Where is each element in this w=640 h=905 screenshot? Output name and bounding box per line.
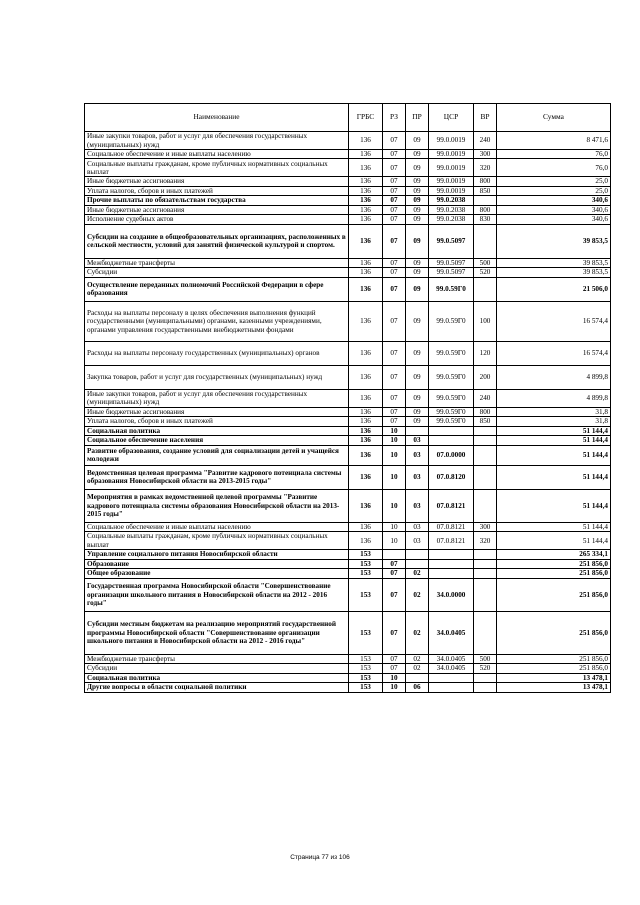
- cell-rz: 10: [383, 532, 406, 550]
- cell-csr: 99.0.2038: [429, 196, 474, 205]
- cell-rz: 07: [383, 150, 406, 159]
- cell-pr: 09: [406, 215, 429, 224]
- cell-csr: [429, 673, 474, 682]
- cell-rz: 10: [383, 445, 406, 465]
- cell-rz: 07: [383, 559, 406, 568]
- cell-vr: 240: [474, 132, 497, 150]
- table-row: [85, 532, 611, 550]
- cell-vr: [474, 196, 497, 205]
- cell-grbs: 136: [349, 465, 383, 489]
- cell-vr: [474, 445, 497, 465]
- cell-grbs: 153: [349, 559, 383, 568]
- cell-name: Развитие образования, создание условий для социализации детей и учащейся молодежи: [85, 445, 349, 465]
- table-row: [85, 465, 611, 489]
- cell-pr: 09: [406, 186, 429, 195]
- cell-name: Субсидии на создание в общеобразовательных организациях, расположенных в сельской местности, условий для занятий физической культурой и спортом.: [85, 224, 349, 258]
- table-row: [85, 611, 611, 654]
- cell-pr: 03: [406, 436, 429, 445]
- cell-sum: 8 471,6: [497, 132, 611, 150]
- cell-name: Расходы на выплаты персоналу в целях обеспечения выполнения функций государственными (муниципальными) органами, казенными учреждениями, органами управления государственными внебюджетными фондами: [85, 301, 349, 341]
- cell-rz: 07: [383, 407, 406, 416]
- table-row: [85, 489, 611, 522]
- cell-sum: 25,0: [497, 177, 611, 186]
- cell-vr: 800: [474, 177, 497, 186]
- cell-rz: 07: [383, 224, 406, 258]
- cell-grbs: 136: [349, 150, 383, 159]
- cell-pr: 09: [406, 389, 429, 407]
- cell-name: Иные бюджетные ассигнования: [85, 407, 349, 416]
- cell-name: Социальные выплаты гражданам, кроме публичных нормативных социальных выплат: [85, 532, 349, 550]
- cell-name: Государственная программа Новосибирской области "Совершенствование организации школьного питания в Новосибирской области на 2012 - 2016 годы": [85, 578, 349, 611]
- cell-sum: 340,6: [497, 205, 611, 214]
- cell-name: Социальная политика: [85, 673, 349, 682]
- cell-sum: 251 856,0: [497, 654, 611, 663]
- cell-pr: 09: [406, 268, 429, 277]
- cell-grbs: 153: [349, 550, 383, 559]
- cell-pr: [406, 550, 429, 559]
- cell-vr: 850: [474, 417, 497, 426]
- cell-csr: 99.0.5097: [429, 258, 474, 267]
- cell-grbs: 136: [349, 268, 383, 277]
- cell-rz: 07: [383, 664, 406, 673]
- cell-name: Социальное обеспечение и иные выплаты населению: [85, 522, 349, 531]
- cell-name: Исполнение судебных актов: [85, 215, 349, 224]
- cell-pr: 02: [406, 654, 429, 663]
- cell-pr: 09: [406, 277, 429, 301]
- cell-sum: 76,0: [497, 150, 611, 159]
- table-row: [85, 445, 611, 465]
- cell-vr: 500: [474, 258, 497, 267]
- cell-grbs: 153: [349, 664, 383, 673]
- cell-grbs: 136: [349, 159, 383, 177]
- cell-name: Социальная политика: [85, 426, 349, 435]
- cell-sum: 51 144,4: [497, 426, 611, 435]
- cell-csr: 99.0.59Г0: [429, 277, 474, 301]
- cell-pr: 09: [406, 365, 429, 389]
- cell-csr: 07.0.8121: [429, 522, 474, 531]
- header-name: Наименование: [85, 104, 349, 132]
- cell-csr: 99.0.59Г0: [429, 407, 474, 416]
- cell-grbs: 153: [349, 683, 383, 692]
- cell-grbs: 136: [349, 301, 383, 341]
- cell-pr: 02: [406, 611, 429, 654]
- cell-name: Другие вопросы в области социальной политики: [85, 683, 349, 692]
- cell-rz: 07: [383, 301, 406, 341]
- cell-sum: 51 144,4: [497, 522, 611, 531]
- cell-sum: 16 574,4: [497, 301, 611, 341]
- header-csr: ЦСР: [429, 104, 474, 132]
- cell-vr: [474, 569, 497, 578]
- cell-grbs: 136: [349, 258, 383, 267]
- cell-name: Иные закупки товаров, работ и услуг для обеспечения государственных (муниципальных) нужд: [85, 132, 349, 150]
- header-rz: РЗ: [383, 104, 406, 132]
- cell-name: Иные бюджетные ассигнования: [85, 177, 349, 186]
- cell-sum: 4 899,8: [497, 365, 611, 389]
- cell-rz: 07: [383, 569, 406, 578]
- cell-rz: 07: [383, 578, 406, 611]
- cell-pr: 03: [406, 489, 429, 522]
- cell-vr: [474, 465, 497, 489]
- cell-grbs: 136: [349, 186, 383, 195]
- budget-table: [84, 103, 611, 693]
- cell-sum: 51 144,4: [497, 445, 611, 465]
- cell-sum: 13 478,1: [497, 673, 611, 682]
- cell-name: Закупка товаров, работ и услуг для государственных (муниципальных) нужд: [85, 365, 349, 389]
- table-row: [85, 389, 611, 407]
- cell-vr: [474, 426, 497, 435]
- cell-csr: 34.0.0405: [429, 664, 474, 673]
- cell-rz: 07: [383, 654, 406, 663]
- cell-vr: [474, 436, 497, 445]
- cell-vr: [474, 611, 497, 654]
- cell-grbs: 136: [349, 445, 383, 465]
- table-row: [85, 559, 611, 568]
- cell-csr: 99.0.59Г0: [429, 341, 474, 365]
- cell-vr: 800: [474, 205, 497, 214]
- cell-grbs: 136: [349, 522, 383, 531]
- cell-sum: 13 478,1: [497, 683, 611, 692]
- cell-rz: 10: [383, 465, 406, 489]
- table-row: [85, 578, 611, 611]
- cell-vr: 300: [474, 522, 497, 531]
- cell-csr: 07.0.0000: [429, 445, 474, 465]
- cell-csr: 99.0.0019: [429, 177, 474, 186]
- cell-sum: 31,8: [497, 417, 611, 426]
- cell-vr: [474, 673, 497, 682]
- cell-pr: [406, 559, 429, 568]
- cell-rz: 10: [383, 673, 406, 682]
- cell-rz: 10: [383, 522, 406, 531]
- cell-sum: 51 144,4: [497, 465, 611, 489]
- cell-name: Субсидии: [85, 268, 349, 277]
- cell-pr: 06: [406, 683, 429, 692]
- cell-name: Субсидии: [85, 664, 349, 673]
- table-header-row: [85, 104, 611, 132]
- cell-sum: 251 856,0: [497, 559, 611, 568]
- cell-vr: 200: [474, 365, 497, 389]
- cell-sum: 251 856,0: [497, 569, 611, 578]
- cell-pr: 03: [406, 532, 429, 550]
- cell-vr: 320: [474, 159, 497, 177]
- cell-vr: 830: [474, 215, 497, 224]
- cell-vr: [474, 559, 497, 568]
- cell-rz: 07: [383, 159, 406, 177]
- cell-sum: 16 574,4: [497, 341, 611, 365]
- cell-pr: 03: [406, 465, 429, 489]
- cell-pr: 09: [406, 224, 429, 258]
- cell-sum: 39 853,5: [497, 268, 611, 277]
- cell-sum: 340,6: [497, 215, 611, 224]
- header-sum: Сумма: [497, 104, 611, 132]
- cell-rz: [383, 550, 406, 559]
- cell-name: Межбюджетные трансферты: [85, 258, 349, 267]
- table-row: [85, 417, 611, 426]
- table-row: [85, 683, 611, 692]
- cell-sum: 21 506,0: [497, 277, 611, 301]
- cell-vr: 520: [474, 268, 497, 277]
- cell-name: Расходы на выплаты персоналу государственных (муниципальных) органов: [85, 341, 349, 365]
- cell-rz: 07: [383, 258, 406, 267]
- cell-vr: 120: [474, 341, 497, 365]
- cell-csr: 07.0.8121: [429, 532, 474, 550]
- cell-rz: 07: [383, 389, 406, 407]
- cell-vr: 500: [474, 654, 497, 663]
- cell-csr: 99.0.0019: [429, 132, 474, 150]
- cell-vr: 300: [474, 150, 497, 159]
- cell-name: Уплата налогов, сборов и иных платежей: [85, 186, 349, 195]
- cell-csr: 99.0.59Г0: [429, 365, 474, 389]
- cell-vr: [474, 683, 497, 692]
- table-row: [85, 365, 611, 389]
- cell-grbs: 153: [349, 569, 383, 578]
- cell-rz: 07: [383, 132, 406, 150]
- cell-pr: 09: [406, 150, 429, 159]
- cell-csr: 99.0.0019: [429, 186, 474, 195]
- cell-csr: 99.0.2038: [429, 215, 474, 224]
- table-body: [85, 132, 611, 693]
- cell-csr: 34.0.0405: [429, 611, 474, 654]
- cell-name: Уплата налогов, сборов и иных платежей: [85, 417, 349, 426]
- cell-pr: 03: [406, 445, 429, 465]
- cell-name: Субсидии местным бюджетам на реализацию мероприятий государственной программы Новосибирской области "Совершенствование организации школьного питания в Новосибирской области на 2012 - 2016 годы": [85, 611, 349, 654]
- cell-grbs: 136: [349, 407, 383, 416]
- cell-rz: 07: [383, 196, 406, 205]
- table-row: [85, 277, 611, 301]
- cell-vr: [474, 224, 497, 258]
- cell-grbs: 153: [349, 611, 383, 654]
- cell-csr: [429, 569, 474, 578]
- table-row: [85, 673, 611, 682]
- table-row: [85, 186, 611, 195]
- cell-sum: 251 856,0: [497, 611, 611, 654]
- cell-name: Прочие выплаты по обязательствам государства: [85, 196, 349, 205]
- cell-rz: 07: [383, 268, 406, 277]
- cell-pr: 09: [406, 258, 429, 267]
- cell-grbs: 136: [349, 389, 383, 407]
- cell-sum: 251 856,0: [497, 578, 611, 611]
- cell-rz: 10: [383, 436, 406, 445]
- cell-grbs: 136: [349, 215, 383, 224]
- cell-grbs: 136: [349, 417, 383, 426]
- cell-sum: 265 334,1: [497, 550, 611, 559]
- cell-csr: 99.0.59Г0: [429, 301, 474, 341]
- cell-sum: 39 853,5: [497, 258, 611, 267]
- cell-grbs: 153: [349, 673, 383, 682]
- cell-csr: [429, 550, 474, 559]
- cell-vr: 320: [474, 532, 497, 550]
- cell-csr: 99.0.0019: [429, 150, 474, 159]
- cell-name: Общее образование: [85, 569, 349, 578]
- cell-pr: 09: [406, 341, 429, 365]
- cell-pr: 09: [406, 407, 429, 416]
- cell-sum: 340,6: [497, 196, 611, 205]
- cell-rz: 10: [383, 426, 406, 435]
- table-row: [85, 196, 611, 205]
- cell-grbs: 136: [349, 426, 383, 435]
- cell-pr: 09: [406, 205, 429, 214]
- cell-name: Мероприятия в рамках ведомственной целевой программы "Развитие кадрового потенциала системы образования Новосибирской области на 2013-2015 годы": [85, 489, 349, 522]
- cell-name: Образование: [85, 559, 349, 568]
- cell-name: Социальное обеспечение населения: [85, 436, 349, 445]
- cell-grbs: 136: [349, 196, 383, 205]
- cell-grbs: 153: [349, 578, 383, 611]
- cell-rz: 07: [383, 365, 406, 389]
- cell-sum: 251 856,0: [497, 664, 611, 673]
- cell-csr: 99.0.59Г0: [429, 389, 474, 407]
- cell-rz: 07: [383, 177, 406, 186]
- cell-rz: 07: [383, 341, 406, 365]
- cell-pr: 09: [406, 301, 429, 341]
- header-vr: ВР: [474, 104, 497, 132]
- table-row: [85, 215, 611, 224]
- cell-vr: [474, 489, 497, 522]
- cell-pr: 09: [406, 417, 429, 426]
- cell-vr: 850: [474, 186, 497, 195]
- table-row: [85, 522, 611, 531]
- header-grbs: ГРБС: [349, 104, 383, 132]
- cell-grbs: 136: [349, 532, 383, 550]
- cell-vr: 520: [474, 664, 497, 673]
- cell-pr: 09: [406, 132, 429, 150]
- table-row: [85, 654, 611, 663]
- cell-grbs: 153: [349, 654, 383, 663]
- cell-pr: 02: [406, 578, 429, 611]
- cell-csr: 99.0.2038: [429, 205, 474, 214]
- cell-rz: 10: [383, 683, 406, 692]
- cell-name: Социальные выплаты гражданам, кроме публичных нормативных социальных выплат: [85, 159, 349, 177]
- table-row: [85, 664, 611, 673]
- cell-sum: 51 144,4: [497, 436, 611, 445]
- cell-csr: 99.0.59Г0: [429, 417, 474, 426]
- table-row: [85, 224, 611, 258]
- table-row: [85, 341, 611, 365]
- table-row: [85, 407, 611, 416]
- cell-grbs: 136: [349, 224, 383, 258]
- cell-grbs: 136: [349, 205, 383, 214]
- cell-pr: 09: [406, 177, 429, 186]
- cell-sum: 51 144,4: [497, 532, 611, 550]
- cell-rz: 07: [383, 215, 406, 224]
- cell-rz: 10: [383, 489, 406, 522]
- cell-name: Иные бюджетные ассигнования: [85, 205, 349, 214]
- cell-pr: [406, 673, 429, 682]
- cell-pr: 03: [406, 522, 429, 531]
- cell-vr: [474, 550, 497, 559]
- cell-name: Осуществление переданных полномочий Российской Федерации в сфере образования: [85, 277, 349, 301]
- cell-sum: 39 853,5: [497, 224, 611, 258]
- cell-pr: 02: [406, 664, 429, 673]
- cell-csr: 34.0.0405: [429, 654, 474, 663]
- cell-csr: 07.0.8121: [429, 489, 474, 522]
- cell-pr: 09: [406, 159, 429, 177]
- cell-csr: 99.0.5097: [429, 224, 474, 258]
- table-row: [85, 150, 611, 159]
- cell-csr: 34.0.0000: [429, 578, 474, 611]
- cell-csr: [429, 559, 474, 568]
- cell-grbs: 136: [349, 277, 383, 301]
- cell-name: Иные закупки товаров, работ и услуг для обеспечения государственных (муниципальных) нужд: [85, 389, 349, 407]
- cell-name: Ведомственная целевая программа "Развитие кадрового потенциала системы образования Новосибирской области на 2013-2015 годы": [85, 465, 349, 489]
- cell-vr: [474, 277, 497, 301]
- header-pr: ПР: [406, 104, 429, 132]
- cell-csr: 99.0.0019: [429, 159, 474, 177]
- table-row: [85, 436, 611, 445]
- cell-pr: [406, 426, 429, 435]
- table-row: [85, 177, 611, 186]
- table-row: [85, 205, 611, 214]
- cell-grbs: 136: [349, 177, 383, 186]
- cell-csr: [429, 683, 474, 692]
- cell-grbs: 136: [349, 365, 383, 389]
- cell-vr: [474, 578, 497, 611]
- cell-sum: 4 899,8: [497, 389, 611, 407]
- table-row: [85, 268, 611, 277]
- cell-rz: 07: [383, 277, 406, 301]
- cell-name: Межбюджетные трансферты: [85, 654, 349, 663]
- cell-rz: 07: [383, 417, 406, 426]
- cell-grbs: 136: [349, 132, 383, 150]
- cell-sum: 25,0: [497, 186, 611, 195]
- cell-sum: 31,8: [497, 407, 611, 416]
- cell-rz: 07: [383, 186, 406, 195]
- table-row: [85, 132, 611, 150]
- table-row: [85, 569, 611, 578]
- cell-sum: 51 144,4: [497, 489, 611, 522]
- table-row: [85, 301, 611, 341]
- cell-grbs: 136: [349, 341, 383, 365]
- cell-vr: 100: [474, 301, 497, 341]
- cell-name: Социальное обеспечение и иные выплаты населению: [85, 150, 349, 159]
- cell-vr: 240: [474, 389, 497, 407]
- table-row: [85, 258, 611, 267]
- cell-grbs: 136: [349, 489, 383, 522]
- cell-csr: 99.0.5097: [429, 268, 474, 277]
- cell-csr: [429, 426, 474, 435]
- cell-vr: 800: [474, 407, 497, 416]
- cell-pr: 02: [406, 569, 429, 578]
- page-number: Страница 77 из 106: [290, 854, 350, 861]
- cell-name: Управление социального питания Новосибирской области: [85, 550, 349, 559]
- table-row: [85, 159, 611, 177]
- cell-sum: 76,0: [497, 159, 611, 177]
- table-row: [85, 550, 611, 559]
- cell-csr: [429, 436, 474, 445]
- cell-grbs: 136: [349, 436, 383, 445]
- cell-pr: 09: [406, 196, 429, 205]
- table-row: [85, 426, 611, 435]
- cell-rz: 07: [383, 611, 406, 654]
- cell-rz: 07: [383, 205, 406, 214]
- cell-csr: 07.0.8120: [429, 465, 474, 489]
